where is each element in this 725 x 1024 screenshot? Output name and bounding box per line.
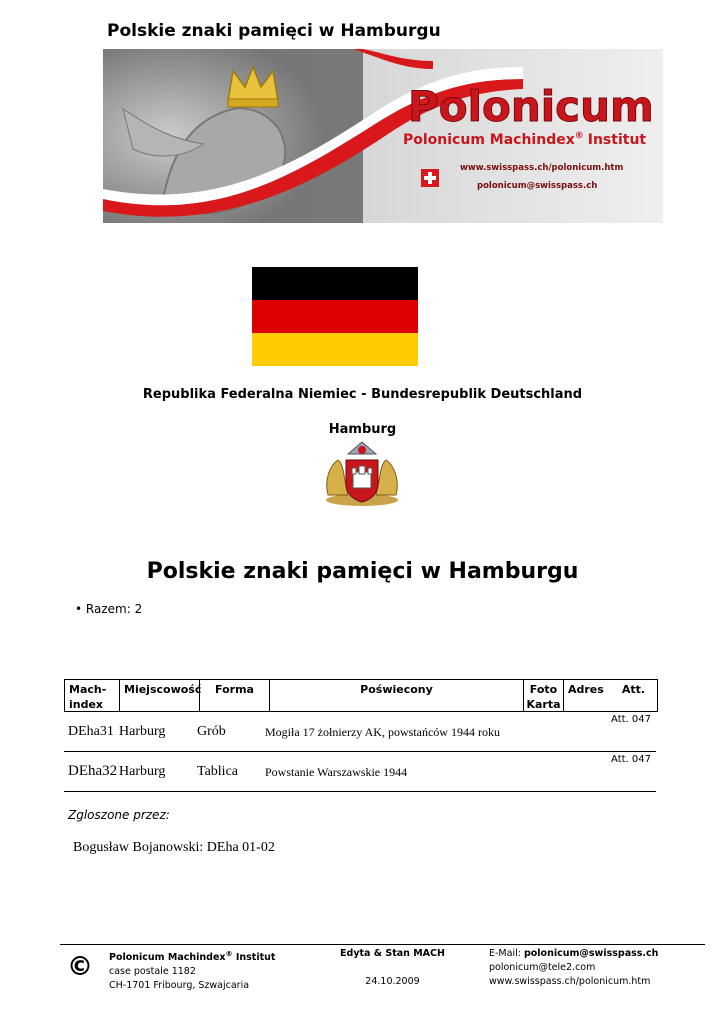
footer-institute [109,947,275,993]
total-count: • Razem: 2 [75,602,143,616]
banner-subtitle: Polonicum Machindex® Institut [403,131,647,148]
banner-graphic [103,49,663,223]
reported-by-label: Zgloszone przez: [68,808,170,822]
table-row [64,711,656,752]
header-foto-karta: Foto Karta [524,680,564,711]
flag-stripe-red [252,300,418,333]
copyright-icon: © [67,952,93,982]
banner-brand: Polonicum [408,82,654,131]
header-machindex: Mach- index [65,680,120,711]
footer-address-1: case postale 1182 [109,966,196,978]
header-place: Miejscowość [120,680,200,711]
header-dedication: Poświecony [270,680,524,711]
country-name: Republika Federalna Niemiec - Bundesrepublik Deutschland [142,387,583,402]
footer-date: 24.10.2009 [365,976,420,987]
reporter-name: Bogusław Bojanowski: DEha 01-02 [73,840,275,855]
row-place: Harburg [119,764,166,779]
header-address-att: Adres Att. [568,683,646,696]
german-flag [252,267,418,366]
footer-author-names: Edyta & Stan MACH [340,948,445,959]
footer-divider [60,944,705,945]
footer-authors [335,947,450,989]
row-dedication: Mogiła 17 żołnierzy AK, powstańców 1944 roku [265,725,500,739]
footer-email-2[interactable]: polonicum@tele2.com [489,962,596,973]
row-form: Tablica [197,764,238,779]
flag-stripe-gold [252,333,418,366]
banner-url: www.swisspass.ch/polonicum.htm [460,163,624,173]
row-form: Grób [197,724,226,739]
document-title: Polskie znaki pamięci w Hamburgu [146,559,579,584]
footer-institute-name: Polonicum Machindex® Institut [109,950,276,964]
polonicum-banner [103,49,663,223]
table-header [64,679,658,712]
banner-email: polonicum@swisspass.ch [477,181,598,191]
footer-website[interactable]: www.swisspass.ch/polonicum.htm [489,976,651,987]
hamburg-coat-of-arms [322,440,402,508]
footer-address-2: CH-1701 Fribourg, Szwajcaria [109,980,250,992]
row-place: Harburg [119,724,166,739]
row-att: Att. 047 [611,714,651,725]
row-machindex: DEha32 [68,763,118,779]
row-dedication: Powstanie Warszawskie 1944 [265,765,408,779]
header-title: Polskie znaki pamięci w Hamburgu [107,21,441,41]
flag-stripe-black [252,267,418,300]
footer-email-link[interactable]: polonicum@swisspass.ch [523,948,659,959]
table-row [64,751,656,792]
row-machindex: DEha31 [68,724,114,739]
city-name: Hamburg [328,422,397,437]
row-att: Att. 047 [611,754,651,765]
footer-contact [489,947,658,989]
footer-email-line: E-Mail: polonicum@swisspass.ch [489,948,659,959]
header-form: Forma [200,680,270,711]
